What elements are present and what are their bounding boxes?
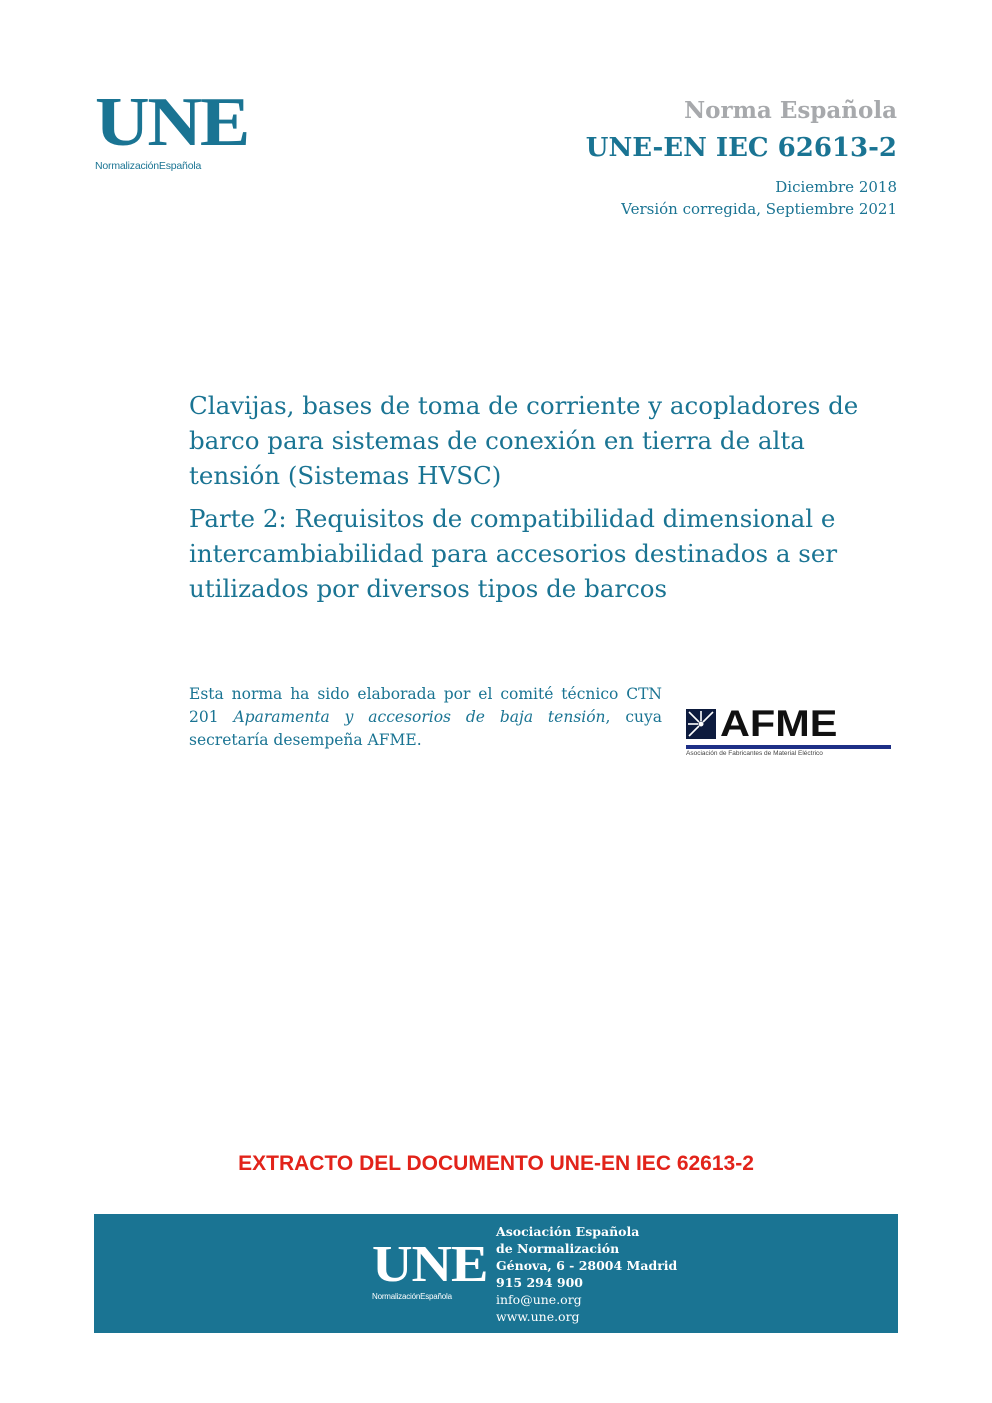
org-email-link[interactable]: info@une.org [496, 1292, 582, 1307]
committee-name: Aparamenta y accesorios de baja tensión [233, 708, 606, 726]
org-phone: 915 294 900 [496, 1275, 583, 1290]
une-logo-subtitle: NormalizaciónEspañola [95, 160, 202, 172]
committee-statement [189, 683, 662, 752]
afme-logo [686, 705, 898, 757]
extract-notice: EXTRACTO DEL DOCUMENTO UNE-EN IEC 62613-2 [238, 1152, 754, 1175]
standard-code: UNE-EN IEC 62613-2 [585, 133, 897, 163]
footer-une-logo-mark: UNE [372, 1236, 488, 1293]
afme-subtitle: Asociación de Fabricantes de Material Eléctrico [686, 750, 823, 757]
org-name-line2: de Normalización [496, 1241, 620, 1256]
afme-wordmark-text: AFME [720, 703, 838, 744]
afme-star-icon [686, 709, 716, 739]
document-title [189, 388, 889, 606]
revision-date: Versión corregida, Septiembre 2021 [621, 200, 897, 218]
une-logo [95, 84, 255, 177]
committee-text-after: , cuya secretaría desempeña AFME. [189, 708, 663, 749]
une-logo-mark: UNE [95, 84, 249, 161]
footer-band [94, 1214, 898, 1333]
org-website-link[interactable]: www.une.org [496, 1309, 580, 1324]
afme-wordmark [720, 705, 837, 743]
norma-label: Norma Española [684, 97, 897, 124]
title-part: Parte 2: Requisitos de compatibilidad dimensional e intercambiabilidad para accesorios destinados a ser utilizados por diversos tipos de barcos [189, 504, 838, 603]
title-main: Clavijas, bases de toma de corriente y acopladores de barco para sistemas de conexión en tierra de alta tensión (Sistemas HVSC) [189, 391, 859, 490]
document-header [586, 96, 897, 220]
publication-date: Diciembre 2018 [775, 178, 897, 196]
afme-underline [686, 745, 891, 749]
footer-contact [496, 1223, 677, 1325]
org-address: Génova, 6 - 28004 Madrid [496, 1258, 678, 1273]
footer-une-logo-subtitle: NormalizaciónEspañola [372, 1292, 452, 1301]
footer-une-logo [372, 1236, 488, 1301]
committee-text-before: Esta norma ha sido elaborada por el comité técnico CTN 201 [189, 685, 662, 726]
org-name-line1: Asociación Española [496, 1224, 640, 1239]
